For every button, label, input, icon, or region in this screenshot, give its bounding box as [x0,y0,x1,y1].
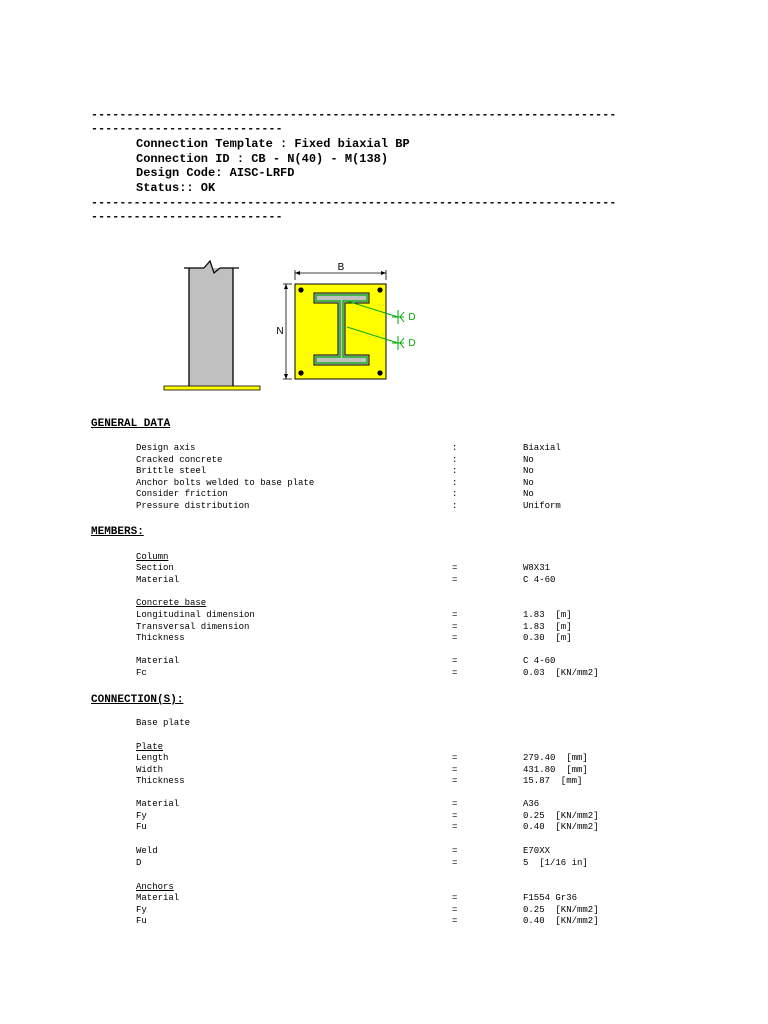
row-label: Brittle steel [136,466,207,477]
row-label: Anchor bolts welded to base plate [136,477,315,488]
row-label: Material [136,574,180,585]
dash-separator-bottom-2: --------------------------- [91,211,283,224]
data-row [0,668,768,680]
data-row [0,501,768,513]
row-value: No [523,477,534,488]
row-separator: : [452,443,458,453]
row-label: Design axis [136,443,196,453]
row-separator: = [452,633,458,644]
section-title-members: MEMBERS: [91,526,144,538]
data-row [0,811,768,823]
data-row [0,905,768,917]
label-d-bottom: D [408,338,416,349]
row-separator: = [452,810,458,821]
label-d-top: D [408,312,416,323]
row-value: C 4-60 [523,574,556,585]
row-label: Fy [136,904,147,915]
design-code: Design Code: AISC-LRFD [136,166,295,180]
connection-id: Connection ID : CB - N(40) - M(138) [136,151,389,166]
row-label: Material [136,799,180,809]
row-value: 0.25 [KN/mm2] [523,904,599,915]
dash-separator-top-1: -------------------------------------------------------------------------- [91,109,617,122]
row-separator: : [452,477,458,488]
row-value: No [523,489,534,500]
row-label: Consider friction [136,489,228,500]
row-value: 0.40 [KN/mm2] [523,916,599,927]
row-label: Thickness [136,633,185,644]
row-separator: = [452,904,458,915]
row-value: E70XX [523,846,551,856]
row-label: Material [136,656,180,666]
row-label: Weld [136,846,158,856]
row-label: D [136,857,142,868]
data-row [0,916,768,928]
row-value: 279.40 [mm] [523,753,588,763]
label-n: N [276,326,284,337]
data-row [0,610,768,622]
row-value: C 4-60 [523,656,556,666]
row-value: Uniform [523,501,561,511]
base-plate-label: Base plate [136,718,191,728]
row-value: F1554 Gr36 [523,893,578,903]
row-label: Fc [136,667,147,678]
row-value: 0.30 [m] [523,633,572,644]
row-value: W8X31 [523,563,551,573]
row-value: 0.25 [KN/mm2] [523,810,599,821]
row-label: Section [136,563,174,573]
row-separator: = [452,764,458,775]
row-label: Material [136,893,180,903]
data-row [0,443,768,455]
row-value: 15.87 [mm] [523,776,583,787]
column-elevation [164,261,260,390]
row-label: Pressure distribution [136,501,250,511]
row-value: No [523,466,534,477]
data-row [0,822,768,834]
data-row [0,622,768,634]
row-separator: = [452,857,458,868]
row-label: Longitudinal dimension [136,610,255,620]
row-value: A36 [523,799,540,809]
row-separator: : [452,454,458,465]
row-value: 0.03 [KN/mm2] [523,667,599,678]
row-separator: = [452,610,458,620]
row-label: Fu [136,916,147,927]
data-row [0,478,768,490]
row-separator: = [452,656,458,666]
data-row [0,575,768,587]
row-separator: = [452,563,458,573]
subsection-column: Column [136,552,169,562]
data-row [0,776,768,788]
data-row [0,893,768,905]
row-separator: = [452,916,458,927]
subsection-anchors: Anchors [136,882,174,892]
row-value: 1.83 [m] [523,610,572,620]
section-title-connections: CONNECTION(S): [91,694,184,706]
row-value: 1.83 [m] [523,621,572,632]
row-label: Thickness [136,776,185,787]
row-value: 5 [1/16 in] [523,857,588,868]
row-separator: = [452,574,458,585]
data-row [0,799,768,811]
data-row [0,633,768,645]
dash-separator-top-2: --------------------------- [91,123,283,136]
dimension-n [283,284,292,379]
data-row [0,489,768,501]
data-row [0,455,768,467]
subsection-concrete-base: Concrete base [136,598,207,608]
data-row [0,858,768,870]
row-value: Biaxial [523,443,561,453]
row-label: Transversal dimension [136,621,250,632]
row-separator: : [452,501,458,511]
row-separator: = [452,893,458,903]
dash-separator-bottom-1: -------------------------------------------------------------------------- [91,197,617,210]
row-separator: = [452,799,458,809]
row-separator: : [452,466,458,477]
data-row [0,753,768,765]
connection-template: Connection Template : Fixed biaxial BP [136,137,410,151]
row-label: Length [136,753,169,763]
row-separator: = [452,753,458,763]
status: Status:: OK [136,180,216,195]
row-value: 0.40 [KN/mm2] [523,822,599,833]
data-row [0,563,768,575]
data-row [0,765,768,777]
row-label: Width [136,764,164,775]
row-separator: = [452,667,458,678]
row-separator: = [452,846,458,856]
section-title-general: GENERAL DATA [91,418,171,430]
row-label: Cracked concrete [136,454,223,465]
data-row [0,846,768,858]
row-separator: : [452,489,458,500]
subsection-plate: Plate [136,742,164,752]
data-row [0,656,768,668]
label-b: B [337,262,345,273]
row-separator: = [452,776,458,787]
row-value: 431.80 [mm] [523,764,588,775]
row-label: Fu [136,822,147,833]
row-label: Fy [136,810,147,821]
row-separator: = [452,822,458,833]
data-row [0,466,768,478]
row-value: No [523,454,534,465]
row-separator: = [452,621,458,632]
